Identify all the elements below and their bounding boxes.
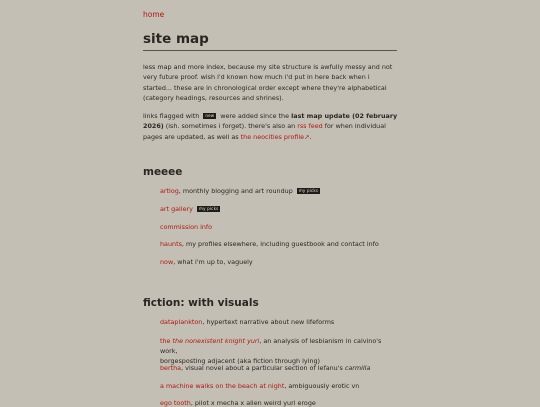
section-heading-fiction-with-visuals: fiction: with visuals bbox=[143, 297, 259, 309]
home-link[interactable]: home bbox=[143, 10, 165, 19]
my-picks-badge: my picks bbox=[199, 206, 219, 211]
list-item: dataplankton, hypertext narrative about new lifeforms bbox=[160, 318, 335, 326]
list-item: the the nonexistent knight yuri, an analysis of lesbianism in calvino's work, borgesposting adjacent (aka fiction through lying) bbox=[160, 337, 382, 365]
haunts-link[interactable]: haunts bbox=[160, 240, 182, 248]
new-badge: new bbox=[205, 113, 215, 118]
section-heading-meeee: meeee bbox=[143, 166, 183, 178]
list-item: a machine walks on the beach at night, ambiguously erotic vn bbox=[160, 382, 360, 390]
update-text-a: links flagged with bbox=[143, 112, 200, 120]
update-text-e: . bbox=[309, 132, 312, 141]
list-item: ego tooth, pilot x mecha x alien weird yuri erogе bbox=[160, 399, 316, 407]
ego-tooth-link[interactable]: ego tooth bbox=[160, 399, 191, 407]
list-item: now, what i'm up to, vaguely bbox=[160, 258, 253, 266]
neocities-profile-link[interactable]: the neocities profile↗ bbox=[240, 132, 310, 141]
update-paragraph bbox=[143, 111, 399, 142]
now-link[interactable]: now bbox=[160, 258, 174, 266]
list-item bbox=[160, 205, 400, 213]
list-item: haunts, my profiles elsewhere, including guestbook and contact info bbox=[160, 240, 379, 248]
dataplankton-link[interactable]: dataplankton bbox=[160, 318, 203, 326]
update-text-c: (ish. sometimes i forget). there's also an bbox=[165, 122, 296, 131]
update-text-b: were added since the bbox=[220, 112, 290, 120]
nonexistent-knight-yuri-link[interactable]: the the nonexistent knight yuri bbox=[160, 337, 260, 345]
list-item: bertha, visual novel about a particular section of lefanu's carmilla bbox=[160, 364, 371, 372]
art-gallery-link[interactable]: art gallery bbox=[160, 205, 193, 213]
list-item: artlog, monthly blogging and art roundup my picks bbox=[160, 187, 319, 195]
update-text-d: for when individual pages are updated, as well as bbox=[143, 122, 386, 141]
rss-feed-link[interactable]: rss feed bbox=[297, 122, 323, 131]
bertha-link[interactable]: bertha bbox=[160, 364, 182, 372]
artlog-link[interactable]: artlog bbox=[160, 187, 179, 195]
page-title: site map bbox=[143, 31, 397, 51]
my-picks-badge: my picks bbox=[298, 188, 319, 193]
commission-info-link[interactable]: commission info bbox=[160, 223, 213, 231]
machine-walks-link[interactable]: a machine walks on the beach at night bbox=[160, 382, 285, 390]
last-update-date: last map update (02 february 2026) bbox=[143, 112, 398, 131]
intro-paragraph: less map and more index, because my site structure is awfully messy and not very future proof. wish i'd known how much i'd put in here back when i started... these are in chronological order except where they're alphabetical (category headings, resources and shrines). bbox=[143, 63, 393, 103]
list-item bbox=[160, 223, 400, 231]
